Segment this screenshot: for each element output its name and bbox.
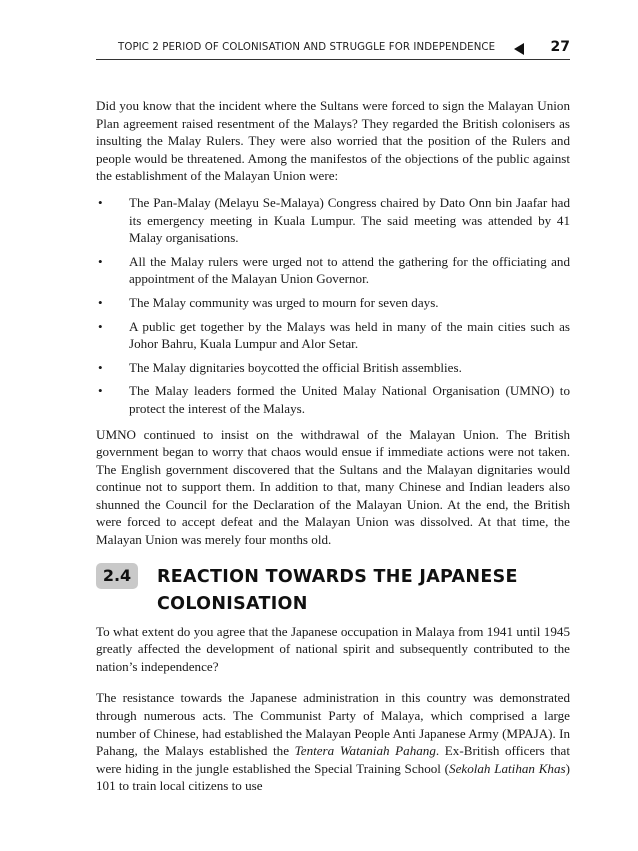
resistance-text-3: ) 101 to train local citizens to use bbox=[96, 760, 570, 794]
list-item-text: The Malay community was urged to mourn for seven days. bbox=[129, 294, 439, 310]
list-item bbox=[96, 318, 570, 353]
objection-list bbox=[96, 194, 570, 418]
list-item bbox=[96, 359, 570, 377]
question-paragraph: To what extent do you agree that the Japanese occupation in Malaya from 1941 until 1945 greatly affected the development of national spirit and subsequently contributed to the nation’s independence? bbox=[96, 623, 570, 674]
list-item bbox=[96, 253, 570, 288]
resistance-text-1: The resistance towards the Japanese administration in this country was demonstrated through numerous acts. The Communist Party of Malaya, which comprised a large number of Chinese, had established the Malayan People Anti Japanese Army (MPAJA). In Pahang, the Malays established the bbox=[96, 690, 570, 759]
list-item-text: The Malay dignitaries boycotted the official British assemblies. bbox=[129, 359, 462, 375]
intro-paragraph: Did you know that the incident where the Sultans were forced to sign the Malayan Union Plan agreement raised resentment of the Malays? They regarded the British colonisers as insulting the Malay Rulers. They were also worried that the position of the Rulers and people would be threatened. Among the manifestos of the objections of the public against the establishment of the Malayan Union were: bbox=[96, 98, 570, 184]
section-number-badge: 2.4 bbox=[96, 563, 138, 589]
list-item-text: The Malay leaders formed the United Malay National Organisation (UMNO) to protect the interest of the Malays. bbox=[129, 383, 570, 416]
resistance-paragraph bbox=[96, 689, 570, 795]
list-item-text: A public get together by the Malays was held in many of the main cities such as Johor Bahru, Kuala Lumpur and Alor Setar. bbox=[129, 318, 570, 352]
page-number: 27 bbox=[550, 39, 570, 55]
bullet-icon: • bbox=[98, 359, 103, 375]
italic-term: Tentera Wataniah Pahang bbox=[294, 743, 436, 759]
umno-paragraph: UMNO continued to insist on the withdrawal of the Malayan Union. The British government began to worry that chaos would ensue if immediate actions were not taken. The English government discovered that the Sultans and the Malayan dignitaries would continue not to support them. In addition to that, many Chinese and Indian leaders also shunned the Council for the Declaration of the Malayan Union. At the end, the British were forced to accept defeat and the Malayan Union was dissolved. At that time, the Malayan Union was merely four months old. bbox=[96, 426, 570, 548]
bullet-icon: • bbox=[98, 294, 103, 310]
resistance-text-2: . Ex-British officers that were hiding in the jungle established the Special Training School ( bbox=[96, 743, 570, 776]
running-title: TOPIC 2 PERIOD OF COLONISATION AND STRUGGLE FOR INDEPENDENCE bbox=[118, 42, 496, 53]
list-item bbox=[96, 382, 570, 417]
section-heading bbox=[96, 563, 570, 615]
list-item bbox=[96, 194, 570, 247]
list-item-text: The Pan-Malay (Melayu Se-Malaya) Congress chaired by Dato Onn bin Jaafar had its emergency meeting in Kuala Lumpur. The said meeting was attended by 41 Malay organisations. bbox=[129, 194, 570, 246]
section-title: REACTION TOWARDS THE JAPANESE COLONISATION bbox=[157, 566, 518, 614]
list-item-text: All the Malay rulers were urged not to attend the gathering for the officiating and appointment of the Malayan Union Governor. bbox=[129, 253, 570, 287]
list-item bbox=[96, 294, 570, 312]
bullet-icon: • bbox=[98, 253, 103, 269]
page-body bbox=[96, 97, 570, 809]
triangle-left-icon bbox=[514, 43, 524, 55]
running-header bbox=[96, 37, 570, 60]
bullet-icon: • bbox=[98, 194, 103, 210]
italic-term: Sekolah Latihan Khas bbox=[449, 760, 566, 776]
bullet-icon: • bbox=[98, 318, 103, 334]
bullet-icon: • bbox=[98, 383, 103, 399]
